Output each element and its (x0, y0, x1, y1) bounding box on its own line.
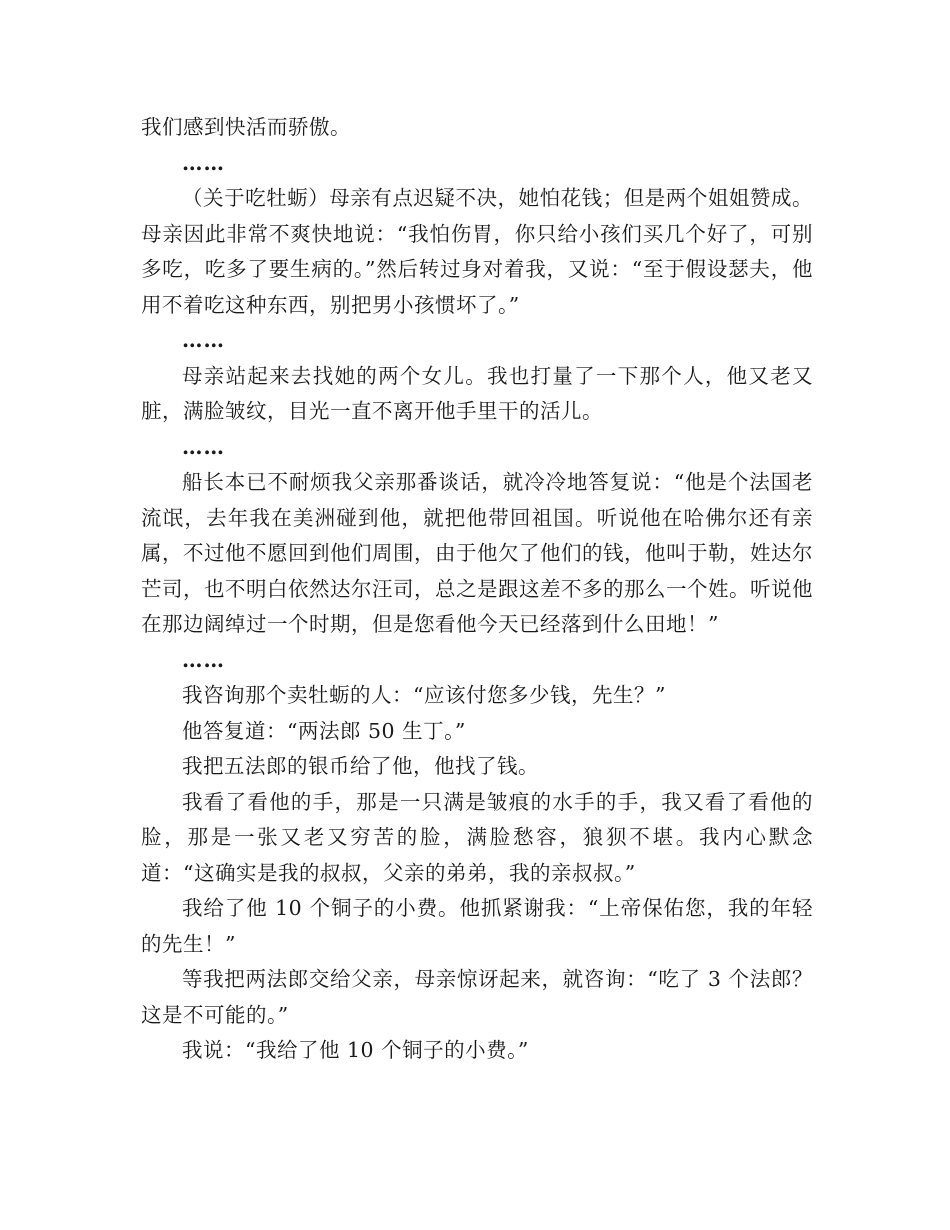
ellipsis-separator: …… (182, 328, 225, 352)
paragraph: 母亲站起来去找她的两个女儿。我也打量了一下那个人，他又老又脏，满脸皱纹，目光一直不离开他手里干的活儿。 (141, 363, 813, 423)
paragraph: 船长本已不耐烦我父亲那番谈话，就冷冷地答复说：“他是个法国老流氓，去年我在美洲碰到他，就把他带回祖国。听说他在哈佛尔还有亲属，不过他不愿回到他们周围，由于他欠了他们的钱，他叫于勒，姓达尔芒司，也不明白依然达尔汪司，总之是跟这差不多的那么一个姓。听说他在那边阔绰过一个时期，但是您看他今天已经落到什么田地！” (141, 470, 813, 636)
document-page (141, 110, 813, 1069)
paragraph: 他答复道：“两法郎 50 生丁。” (182, 718, 466, 743)
paragraph: 我说：“我给了他 10 个铜子的小费。” (182, 1038, 529, 1062)
paragraph: 我看了看他的手，那是一只满是皱痕的水手的手，我又看了看他的脸，那是一张又老又穷苦的脸，满脸愁容，狼狈不堪。我内心默念道：“这确实是我的叔叔，父亲的弟弟，我的亲叔叔。” (141, 789, 813, 885)
ellipsis-separator: …… (182, 647, 225, 672)
paragraph: 等我把两法郎交给父亲，母亲惊讶起来，就咨询：“吃了 3 个法郎？这是不可能的。” (141, 967, 813, 1027)
paragraph: 我咨询那个卖牡蛎的人：“应该付您多少钱，先生？” (182, 683, 666, 707)
ellipsis-separator: …… (182, 434, 225, 459)
ellipsis-separator: …… (182, 150, 225, 175)
paragraph: 我给了他 10 个铜子的小费。他抓紧谢我：“上帝保佑您，我的年轻的先生！” (141, 896, 813, 956)
paragraph: （关于吃牡蛎）母亲有点迟疑不决，她怕花钱；但是两个姐姐赞成。母亲因此非常不爽快地说：“我怕伤胃，你只给小孩们买几个好了，可别多吃，吃多了要生病的。”然后转过身对着我，又说：“至于假设瑟夫，他用不着吃这种东西，别把男小孩惯坏了。” (141, 186, 813, 317)
paragraph: 我把五法郎的银币给了他，他找了钱。 (182, 754, 539, 778)
paragraph: 我们感到快活而骄傲。 (141, 115, 351, 139)
